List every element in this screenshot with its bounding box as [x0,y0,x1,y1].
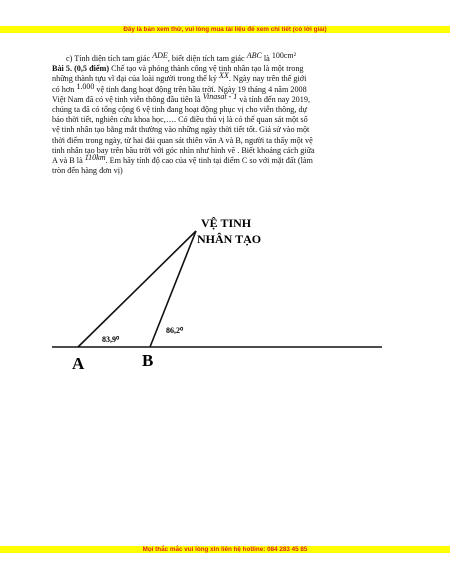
bai5-text-1: Chế tạo và phóng thành công vệ tinh nhân tạo là một trong [111,64,304,74]
part-c-is: là [263,54,270,63]
bai5-title: Bài 5. (0,5 điểm) [52,64,110,74]
angle-a-label: 83,9⁰ [102,335,120,344]
point-a-label: A [72,354,85,373]
part-c-mid: biết diện tích tam giác [171,54,245,63]
bai5-text-3a: có hơn [52,84,75,94]
triangle-abc: ABC [246,51,262,60]
bai5-line-1 [52,64,384,74]
bai5-line-8: thời điểm trong ngày, từ hai đài quan sát thiên văn A và B, người ta thấy một vệ [52,135,313,145]
part-c-prefix: c) Tính diện tích tam giác [66,54,151,63]
century-value: XX [219,71,229,81]
bai5-line-6: báo thời tiết, nghiên cứu khoa học,…. Có điều thú vị là có thể quan sát một số [52,115,308,125]
bai5-text-3b: vệ tinh đang hoạt động trên bầu trời. Ngày 19 tháng 4 năm 2008 [96,84,307,94]
bai5-text-2b: . Ngày nay trên thế giới [228,74,307,84]
triangle-ade: ADE [152,51,168,60]
satellite-label-1: VỆ TINH [201,216,252,230]
satellite-count: 1.000 [76,81,95,91]
bai5-line-10 [52,153,384,166]
bai5-text-4a: Việt Nam đã có vệ tinh viễn thông đầu tiên là [52,94,201,104]
area-value: 100cm² [271,51,297,60]
bai5-line-7: vệ tinh nhân tạo bằng mắt thường vào những ngày thời tiết tốt. Giả sử vào một [52,125,310,135]
distance-value: 110km [84,153,106,163]
bai5-line-2 [52,71,384,84]
bai5-text-10b: . Em hãy tính độ cao của vệ tinh tại điểm C so với mặt đất (làm [105,156,313,166]
part-c-line: c) Tính diện tích tam giác ADE, biết diện tích tam giác ABC là 100cm² [66,51,297,63]
angle-b-label: 86,2⁰ [166,326,184,335]
top-preview-banner [0,26,450,33]
bai5-line-4 [52,91,384,105]
bottom-hotline-banner [0,546,450,553]
bai5-line-9: tinh nhân tạo bay trên bầu trời với góc nhìn như hình vẽ . Biết khoảng cách giữa [52,145,315,155]
bai5-line-11: tròn đến hàng đơn vị) [52,166,123,176]
point-b-label: B [142,351,154,370]
bottom-banner-text: Mọi thắc mắc vui lòng xin liên hệ hotline: 084 283 45 85 [142,546,308,553]
bai5-text-2a: những thành tựu vĩ đại của loài người trong thế kỷ [52,74,217,84]
document-body [52,51,384,176]
bai5-line-5: chúng ta đã có tổng cộng 6 vệ tinh đang hoạt động phục vị cho viễn thông, dự [52,105,308,115]
satellite-label-2: NHÂN TẠO [197,232,262,246]
bai5-text-10a: A và B là [52,156,83,166]
satellite-name: Vinasat - 1 [202,91,238,101]
top-banner-text: Đây là bản xem thử, vui lòng mua tài liệu để xem chi tiết (có lời giải) [123,26,327,33]
satellite-angle-diagram [0,206,450,386]
bai5-text-4b: và tính đến nay 2019, [239,94,310,104]
